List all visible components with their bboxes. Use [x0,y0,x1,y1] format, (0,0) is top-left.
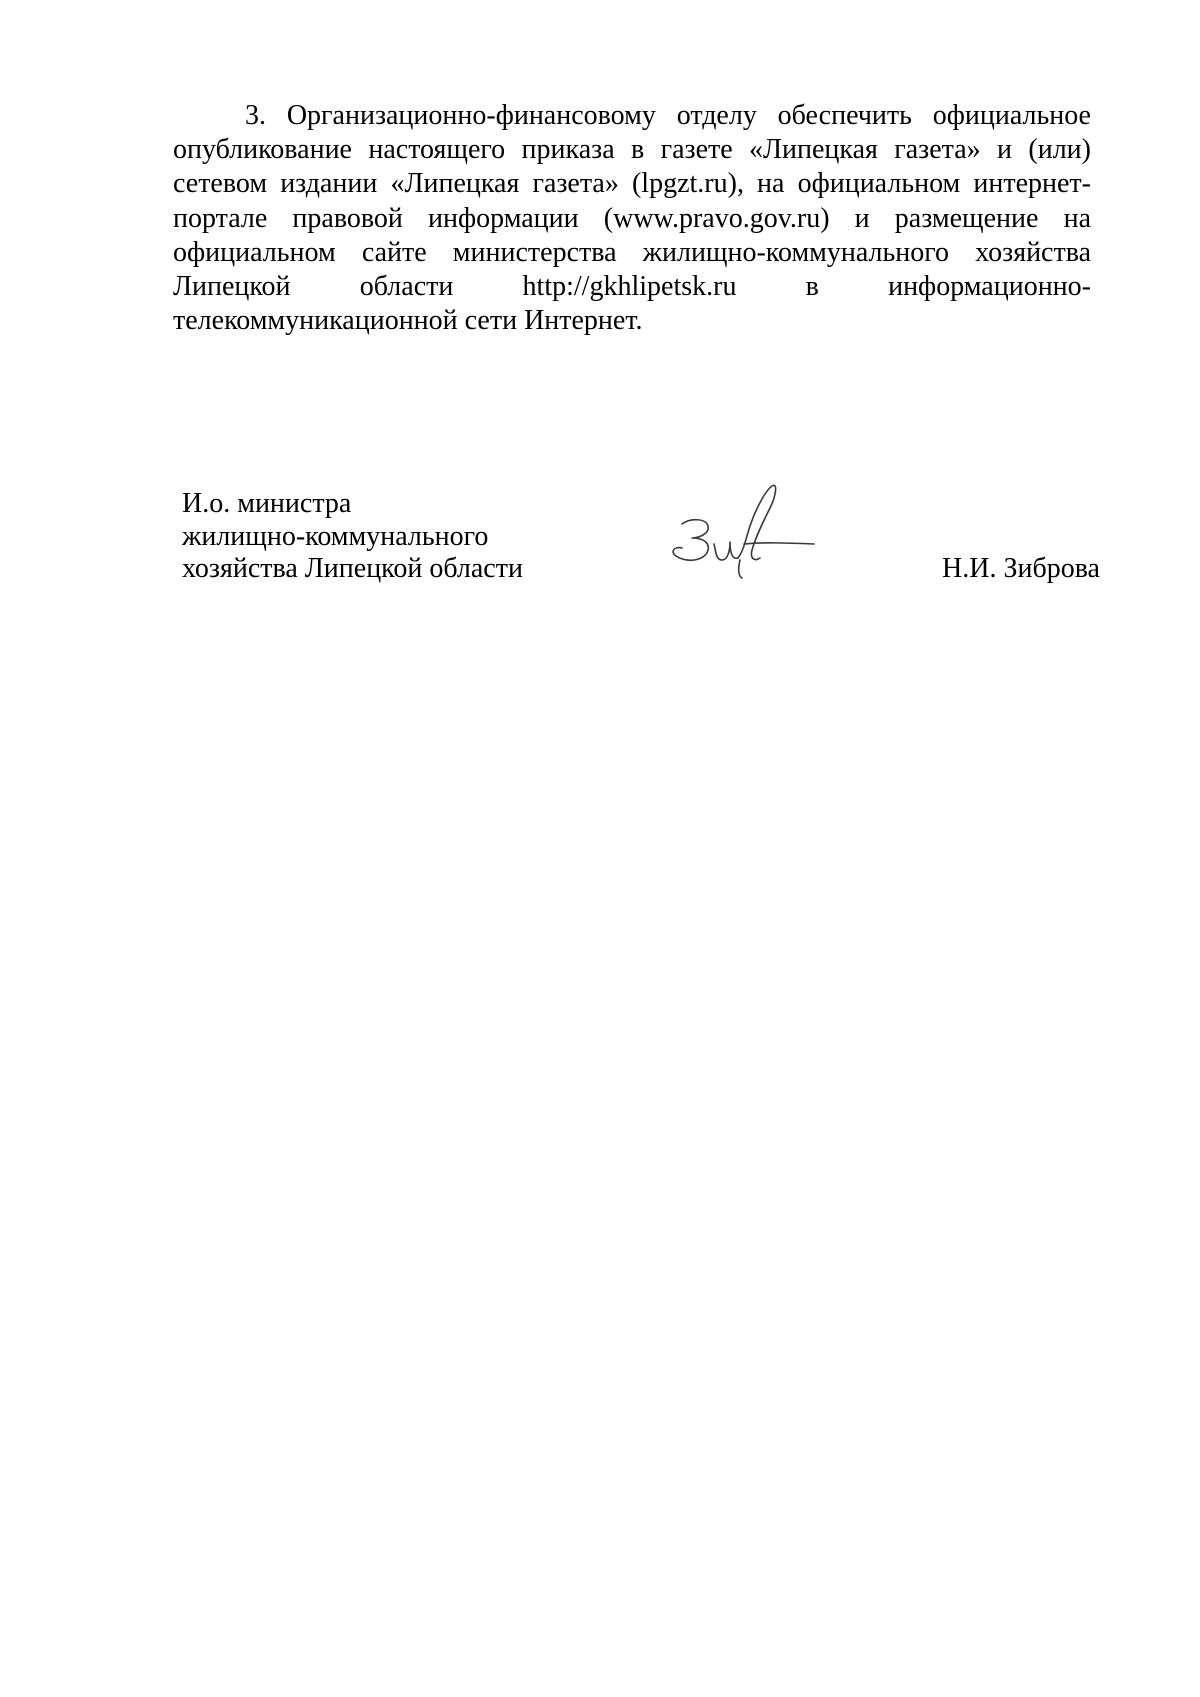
handwritten-signature-icon [668,480,818,590]
position-line-2: жилищно-коммунального [182,520,489,552]
position-line-1: И.о. министра [182,488,352,519]
paragraph-3: 3. Организационно-финансовому отделу обеспечить официальное опубликование настоящего приказа в газете «Липецкая газета» и (или) сетевом издании «Липецкая газета» (lpgzt.ru), на официальном интернет-портале правовой информации (www.pravo.gov.ru) и размещение на официальном сайте министерства жилищно-коммунального хозяйства Липецкой области http://gkhlipetsk.ru в информационно-телекоммуникационной сети Интернет. [173,100,1091,337]
signatory-name: Н.И. Зиброва [942,553,1100,584]
position-line-3: хозяйства Липецкой области [182,553,523,584]
signatory-position [182,488,523,586]
